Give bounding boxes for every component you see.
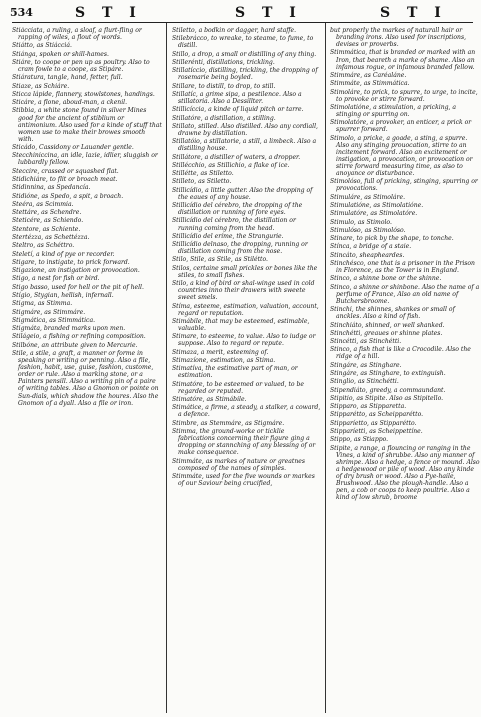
dictionary-entry: Stincáto, sheapheardes. (330, 251, 405, 259)
dictionary-entry: Stettáre, as Schendre. (12, 209, 82, 217)
dictionary-entry: Stipite, a range, a flouncing or ranging in the Vines, a kind of shrubbe. Also any manner of shrimpe. Also a hedge, a fence or mound. Also a hedgewood or pile of wood. Also any kinde of dry brush or wood. Also a Pye-haile, Brushwood. Also the plough-handle. Also a pen, a cob or coops to keep poultrie. Also a kind of low shrub, broome (330, 444, 480, 502)
dictionary-entry: Stinco, a shinne or shinbone. Also the name of a perfume of France, Also an old name of Butchersbroome. (330, 283, 480, 305)
dictionary-entry: Stingáre, as Stinghare. (330, 361, 402, 369)
dictionary-entry: Stimuláre, as Stimoláre. (330, 193, 406, 201)
header-rule (12, 22, 473, 23)
dictionary-entry: Stilebrácco, to wreake, to steame, to fume, to distill. (172, 35, 314, 50)
dictionary-entry: Stigare, to instigate, to prick forward. (12, 258, 130, 266)
dictionary-entry: Stillatóre, a distillation, a stilling. (172, 114, 276, 122)
dictionary-entry: Stilleto, as Stiletto. (172, 178, 232, 186)
dictionary-entry: Stiácciata, a ruling, a sloaf, a flurt-fling or rapping of wiles, a flout of words. (12, 27, 142, 42)
dictionary-entry: Stimolatióne, a stimulation, a pricking, a stinging or spurring on. (330, 103, 457, 118)
dictionary-entry: Stilbóne, an attribute given to Mercurie. (12, 341, 138, 349)
dictionary-entry: Stigma, as Stimma. (12, 300, 73, 308)
dictionary-entry: Stimatóre, to be esteemed or valued, to be regarded or reputed. (172, 380, 305, 395)
dictionary-entry: Stentore, as Schiente. (12, 225, 81, 233)
dictionary-entry: Stillétte, as Stiletto. (172, 170, 234, 178)
dictionary-entry: Stigmáta, branded marks upon men. (12, 325, 126, 333)
column-divider-2 (325, 23, 326, 713)
dictionary-entry: Stillécchio, as Stillichio, a flake of ice. (172, 161, 290, 169)
dictionary-entry: Stillatíccio, distilling, trickling, the dropping of rosemarie being boyled. (172, 67, 318, 82)
dictionary-entry: Stillicídio del eríme, the Strangurie. (172, 232, 284, 240)
dictionary-entry: Stipitio, as Stipite. Also as Stipitello. (330, 394, 444, 402)
dictionary-entry: Stinglio, as Stinchétti. (330, 378, 399, 386)
dictionary-entry: Steccire, crassed or squashed flat. (12, 167, 119, 175)
dictionary-entry: Stimma, the ground-worke or ticklie fabrications concerning their figure ging a dropping or stannching of any blessing of or make consequence. (172, 427, 316, 457)
dictionary-entry: Stidichiáre, to flit or broach meat. (12, 176, 118, 184)
dictionary-entry: Stínca, a bridge of a staie. (330, 243, 412, 251)
dictionary-entry: Stimazíone, estimation, as Stima. (172, 357, 276, 364)
dictionary-entry: Stimoláre, to prick, to spurre, to urge, to incite, to provoke or stirre forward. (330, 88, 478, 103)
dictionary-entry: Stimolóso, full of pricking, stinging, spurring or provocations. (330, 178, 478, 193)
dictionary-entry: Stillare, to distill, to drop, to still. (172, 82, 276, 90)
dictionary-entry: Stiánga, spoken or shill-hames. (12, 50, 109, 58)
dictionary-entry: Stimmáte, as Stimmática. (330, 80, 410, 88)
dictionary-entry: Stiátto, as Stiácciá. (12, 42, 72, 50)
dictionary-entry: Sticca lápide, flannery, stowlstones, handings. (12, 90, 155, 98)
dictionary-entry: Stillicídio del cérebro, the dropping of the distillation or running of fore eyes. (172, 202, 303, 217)
running-head-left: S T I (75, 5, 142, 21)
dictionary-entry: Stimmáte, as markes of nature or greatnes composed of the names of simples. (172, 457, 306, 472)
dictionary-entry: Stillatóio, a stillatorie, a still, a limbeck. Also a distilling house. (172, 138, 317, 153)
dictionary-entry: Steéra, as Scimmia. (12, 200, 74, 208)
dictionary-entry: Stipparíetto, as Stipparétto. (330, 419, 417, 427)
running-head-right: S T I (380, 5, 447, 21)
dictionary-entry: Stimulóso, as Stimolóso. (330, 226, 406, 234)
dictionary-entry: Stigo, a nest for fish or bird. (12, 275, 100, 283)
dictionary-entry: Stinchésco, one that is a prisoner in the Prison in Florence, as the Tower is in England. (330, 260, 475, 275)
dictionary-entry: Stincétti, as Stinchétti. (330, 338, 402, 346)
dictionary-entry: Stígio, Stygian, hellish, infernall. (12, 291, 114, 299)
dictionary-entry: Stinchi, the shinnes, shankes or small of anckles. Also a kind of fish. (330, 306, 455, 321)
dictionary-entry: Stimulatióne, as Stimolatióne. (330, 202, 424, 210)
dictionary-entry: Stigo basso, used for hell or the pit of hell. (12, 283, 144, 291)
dictionary-entry: Stimmática, that is branded or marked with an Iron, that beareth a marke of shame. Also an infamous rogue, or infamous branded fellow. (330, 49, 476, 71)
dictionary-entry: Stillicídio del cérebro, the distillation or running coming from the head. (172, 217, 296, 232)
dictionary-entry: Stilágeio, a fishing or refining composition. (12, 333, 146, 341)
dictionary-entry: Stimatóre, as Stimábile. (172, 396, 247, 404)
dictionary-entry: Stinco, a fish that is like a Crocodile. Also the ridge of a hill. (330, 346, 471, 361)
dictionary-entry: Stillicíccia, a kinde of liquid pitch or tarre. (172, 106, 304, 114)
dictionary-entry: Stillerénti, distillations, trickling. (172, 58, 275, 66)
dictionary-entry: Steletí, a kind of pye or recorder. (12, 250, 115, 258)
dictionary-entry: Stiáratura, tangle, hand, fetter, full. (12, 74, 123, 82)
dictionary-entry: Stimulatóre, as Stimolatóre. (330, 210, 418, 218)
dictionary-entry: Stippo, as Stiappo. (330, 436, 389, 444)
dictionary-entry: Stimolatóre, a provoker, an enticer, a prick or spurrer forward. (330, 119, 472, 134)
dictionary-entry: Stimábile, that may be esteemed, estimable, valuable. (172, 317, 310, 333)
column-1 (12, 27, 162, 713)
dictionary-entry: Stilos, certaine small prickles or bones like the stiles, to small fishes. (172, 264, 318, 279)
dictionary-entry: Stiáre, to coope or pen up as poultry. Also to cram fowle to a coope, as Stipáre. (12, 58, 150, 74)
dictionary-entry: Stingáre, as Stinghare, to extinguish. (330, 370, 446, 377)
page-number: 534 (10, 6, 33, 19)
dictionary-entry: Stipparo, as Stipparetta. (330, 403, 407, 411)
dictionary-entry: Stillicídio, a little gutter. Also the dropping of the eaues of any house. (172, 186, 313, 201)
dictionary-entry: Stecchiniccina, an idle, lazie, idlier, sluggish or lubbardly fellow. (12, 152, 158, 167)
dictionary-entry: Stiletto, a bodkin or dagger, hard staffe. (172, 27, 297, 34)
dictionary-entry: Stilo, Stile, as Stile, as Stilétto. (172, 256, 268, 264)
dictionary-entry: Stipparétto, as Scheipparétto. (330, 411, 424, 419)
dictionary-entry: Stinchiáto, shinned, or well shanked. (330, 321, 445, 329)
dictionary-entry: Stillatíc, a grime sipa, a pestilence. Also a stillatoria. Also a Dessillter. (172, 90, 302, 105)
dictionary-entry: Stimare, to esteeme, to value. Also to iudge or suppose. Also to regard or repute. (172, 333, 316, 348)
dictionary-entry: Stidióne, as Spedo, a spit, a broach. (12, 192, 124, 200)
dictionary-entry: Stipendiáto, greedy, a commaundant. (330, 386, 446, 394)
dictionary-entry: Stillo, a drop, a small or distilling of any thing. (172, 50, 317, 58)
running-head-center: S T I (235, 5, 302, 21)
dictionary-entry: Stile, a stile, a graft, a manner or forme in speaking or writing or penning. Also a file, fashion, habit, use, guise, fashion, custome, order or rule. Also a marking stone, or a Painters pensill. Also a writing pin of a paire of writing tables. Also a Gnomon or pointe on Sun-dials, which shadow the houres. Also the Gnomon of a dyall. Also a file or iron. (12, 349, 159, 407)
dictionary-entry: Stimulo, as Stimolo. (330, 218, 392, 226)
page-header (0, 0, 481, 22)
dictionary-entry: Stigazione, an instigation or provocation. (12, 267, 140, 275)
dictionary-entry: Steticére, as Schiendo. (12, 217, 84, 225)
dictionary-entry: Stiaze, as Schiáre. (12, 82, 70, 90)
dictionary-entry: Stigmática, as Stimmática. (12, 316, 96, 324)
dictionary-entry: Stillicídio delnaso, the dropping, running or distillation coming from the nose. (172, 241, 308, 256)
dictionary-entry: Sticádo, Cassidony or Lauander gentle. (12, 144, 134, 152)
dictionary-entry: Stimatíva, the estimative part of man, or estimation. (172, 365, 298, 380)
dictionary-entry: Stinare, to pick by the shape, to tonche. (330, 235, 454, 243)
dictionary-entry: Stigmáre, as Stimmáre. (12, 308, 86, 316)
dictionary-entry: Stimmáte, used for the five wounds or markes of our Saviour being crucified, (172, 472, 315, 487)
dictionary-entry: Sticáre, a flone, aboud-man, a ckenil. (12, 99, 128, 107)
dictionary-entry: Stimaza, a merit, esteeming of. (172, 348, 269, 356)
column-2 (172, 27, 322, 713)
dictionary-entry: Stimmáre, as Caréaláne. (330, 71, 407, 79)
dictionary-entry: Stimolo, a pricke, a goade, a sting, a spurre. Also any stinging prouocation, stirre to an incitement forward. Also an excitement or instigation, a provocation, or provocation or stirre forward measuring time, as also to anoyance or disturbance. (330, 134, 473, 178)
dictionary-entry: Stilo, a kind of bird or shal-winge used in cold countries inno their drawers with sweete sweet smels. (172, 280, 315, 302)
dictionary-entry: Stimátice, a firme, a steady, a stalker, a coward, a defence. (172, 404, 321, 419)
dictionary-entry: Stidinnina, as Spedancía. (12, 184, 91, 192)
dictionary-entry: Stimbre, as Stemmáre, as Stigmáre. (172, 419, 285, 427)
dictionary-entry: Stíma, esteeme, estimation, valuation, account, regard or reputation. (172, 302, 319, 317)
dictionary-entry: Stibbia, a white stone found in silver Mines good for the ancient of stiblium or antimonium. Also used for a kinde of stuff that women use to make their browes smooth with. (12, 107, 162, 143)
column-3 (330, 27, 480, 713)
dictionary-entry: Stinco, a shinne bone or the shinne. (330, 275, 442, 283)
dictionary-entry: Stipparíetti, as Scheippettíne. (330, 427, 423, 435)
dictionary-entry: Steltro, as Schéttro. (12, 242, 75, 250)
dictionary-entry: Stillato, stilled. Also distilled. Also any cordiall, drawne by distillation. (172, 122, 318, 137)
dictionary-entry: but properly the markes of naturall hair or branding irons. Also used for inscriptions, devises or proverbs. (330, 27, 467, 49)
dictionary-entry: Stinchétti, greaues or shinne plates. (330, 329, 443, 337)
column-divider-1 (166, 23, 167, 713)
dictionary-entry: Stillátore, a distiller of waters, a dropper. (172, 153, 301, 161)
dictionary-entry: Stertézza, as Schettézza. (12, 234, 90, 241)
